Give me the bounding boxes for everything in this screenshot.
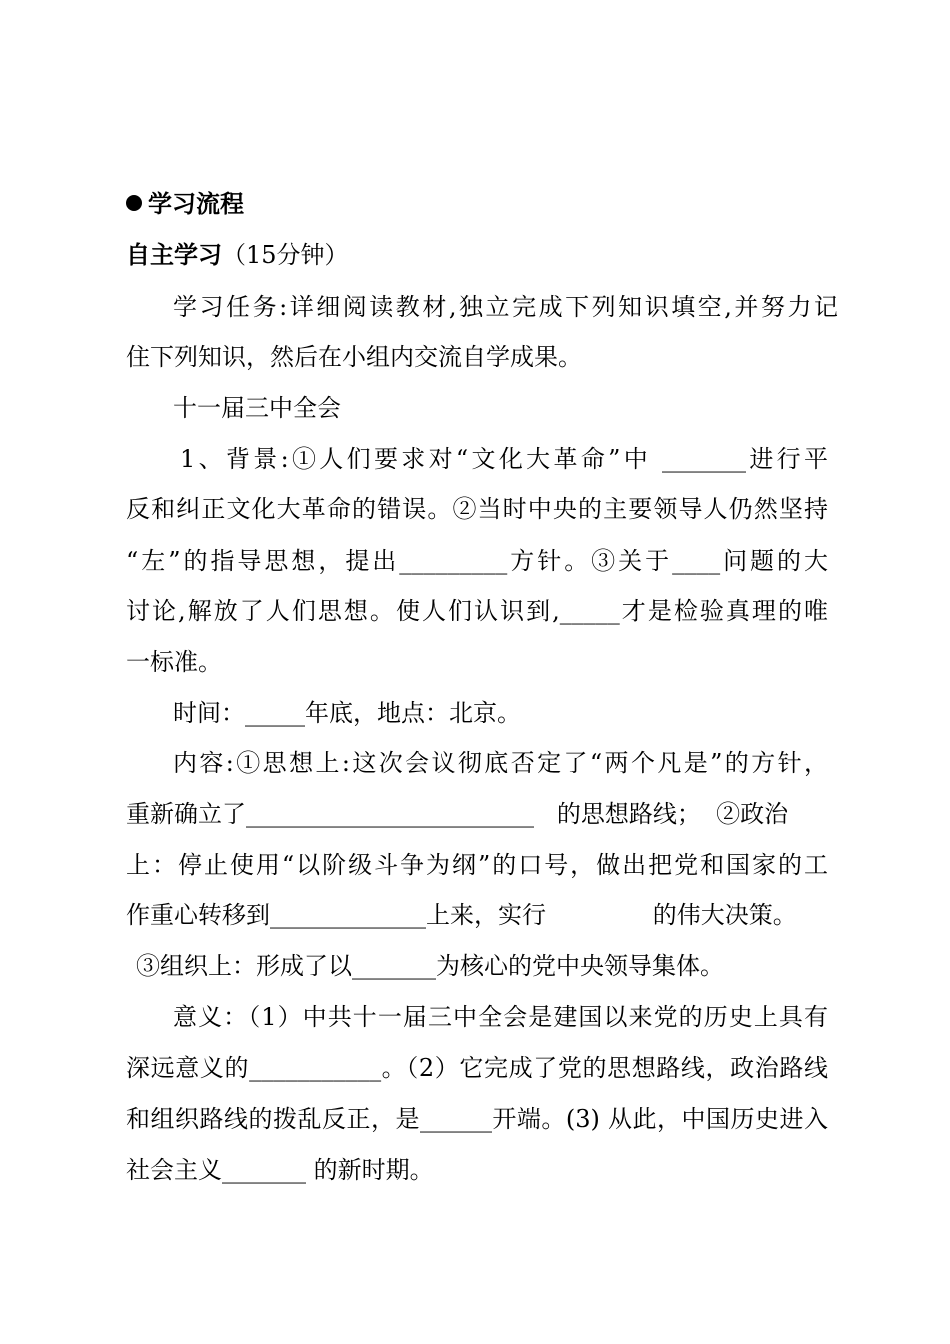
content-line-5: ③组织上：形成了以_______为核心的党中央领导集体。	[136, 952, 724, 980]
background-line-5: 一标准。	[126, 648, 222, 676]
self-study-label: 自主学习	[126, 240, 222, 269]
content-line-4: 作重心转移到_____________上来，实行 的伟大决策。	[126, 901, 797, 929]
content-line-2: 重新确立了________________________ 的思想路线； ②政治	[126, 800, 789, 828]
filled-circle-icon	[126, 195, 142, 211]
time-place-line: 时间：_____年底，地点：北京。	[173, 699, 521, 727]
significance-line-1: 意义：（1）中共十一届三中全会是建国以来党的历史上具有	[173, 1003, 828, 1031]
content-line-1: 内容:①思想上:这次会议彻底否定了“两个凡是”的方针，	[173, 749, 828, 777]
background-line-3: “左”的指导思想，提出_________方针。③关于____问题的大	[126, 547, 828, 575]
significance-line-2: 深远意义的___________。（2）它完成了党的思想路线，政治路线	[126, 1054, 828, 1082]
subsection-title: 十一届三中全会	[173, 394, 341, 422]
task-line-2: 住下列知识，然后在小组内交流自学成果。	[126, 343, 582, 371]
self-study-duration: （15分钟）	[222, 241, 349, 269]
self-study-title	[126, 238, 838, 272]
section-heading-text: 学习流程	[148, 189, 244, 218]
content-line-3: 上：停止使用“以阶级斗争为纲”的口号，做出把党和国家的工	[126, 851, 828, 879]
background-line-4: 讨论,解放了人们思想。使人们认识到,_____才是检验真理的唯	[126, 597, 828, 625]
section-heading	[126, 187, 838, 221]
significance-line-3: 和组织路线的拨乱反正，是______开端。(3) 从此，中国历史进入	[126, 1105, 828, 1133]
background-line-2: 反和纠正文化大革命的错误。②当时中央的主要领导人仍然坚持	[126, 495, 828, 523]
significance-line-4: 社会主义_______ 的新时期。	[126, 1156, 434, 1184]
background-line-1: 1、背景:①人们要求对“文化大革命”中 _______进行平	[180, 445, 828, 473]
task-line-1: 学习任务:详细阅读教材,独立完成下列知识填空,并努力记	[173, 293, 838, 321]
